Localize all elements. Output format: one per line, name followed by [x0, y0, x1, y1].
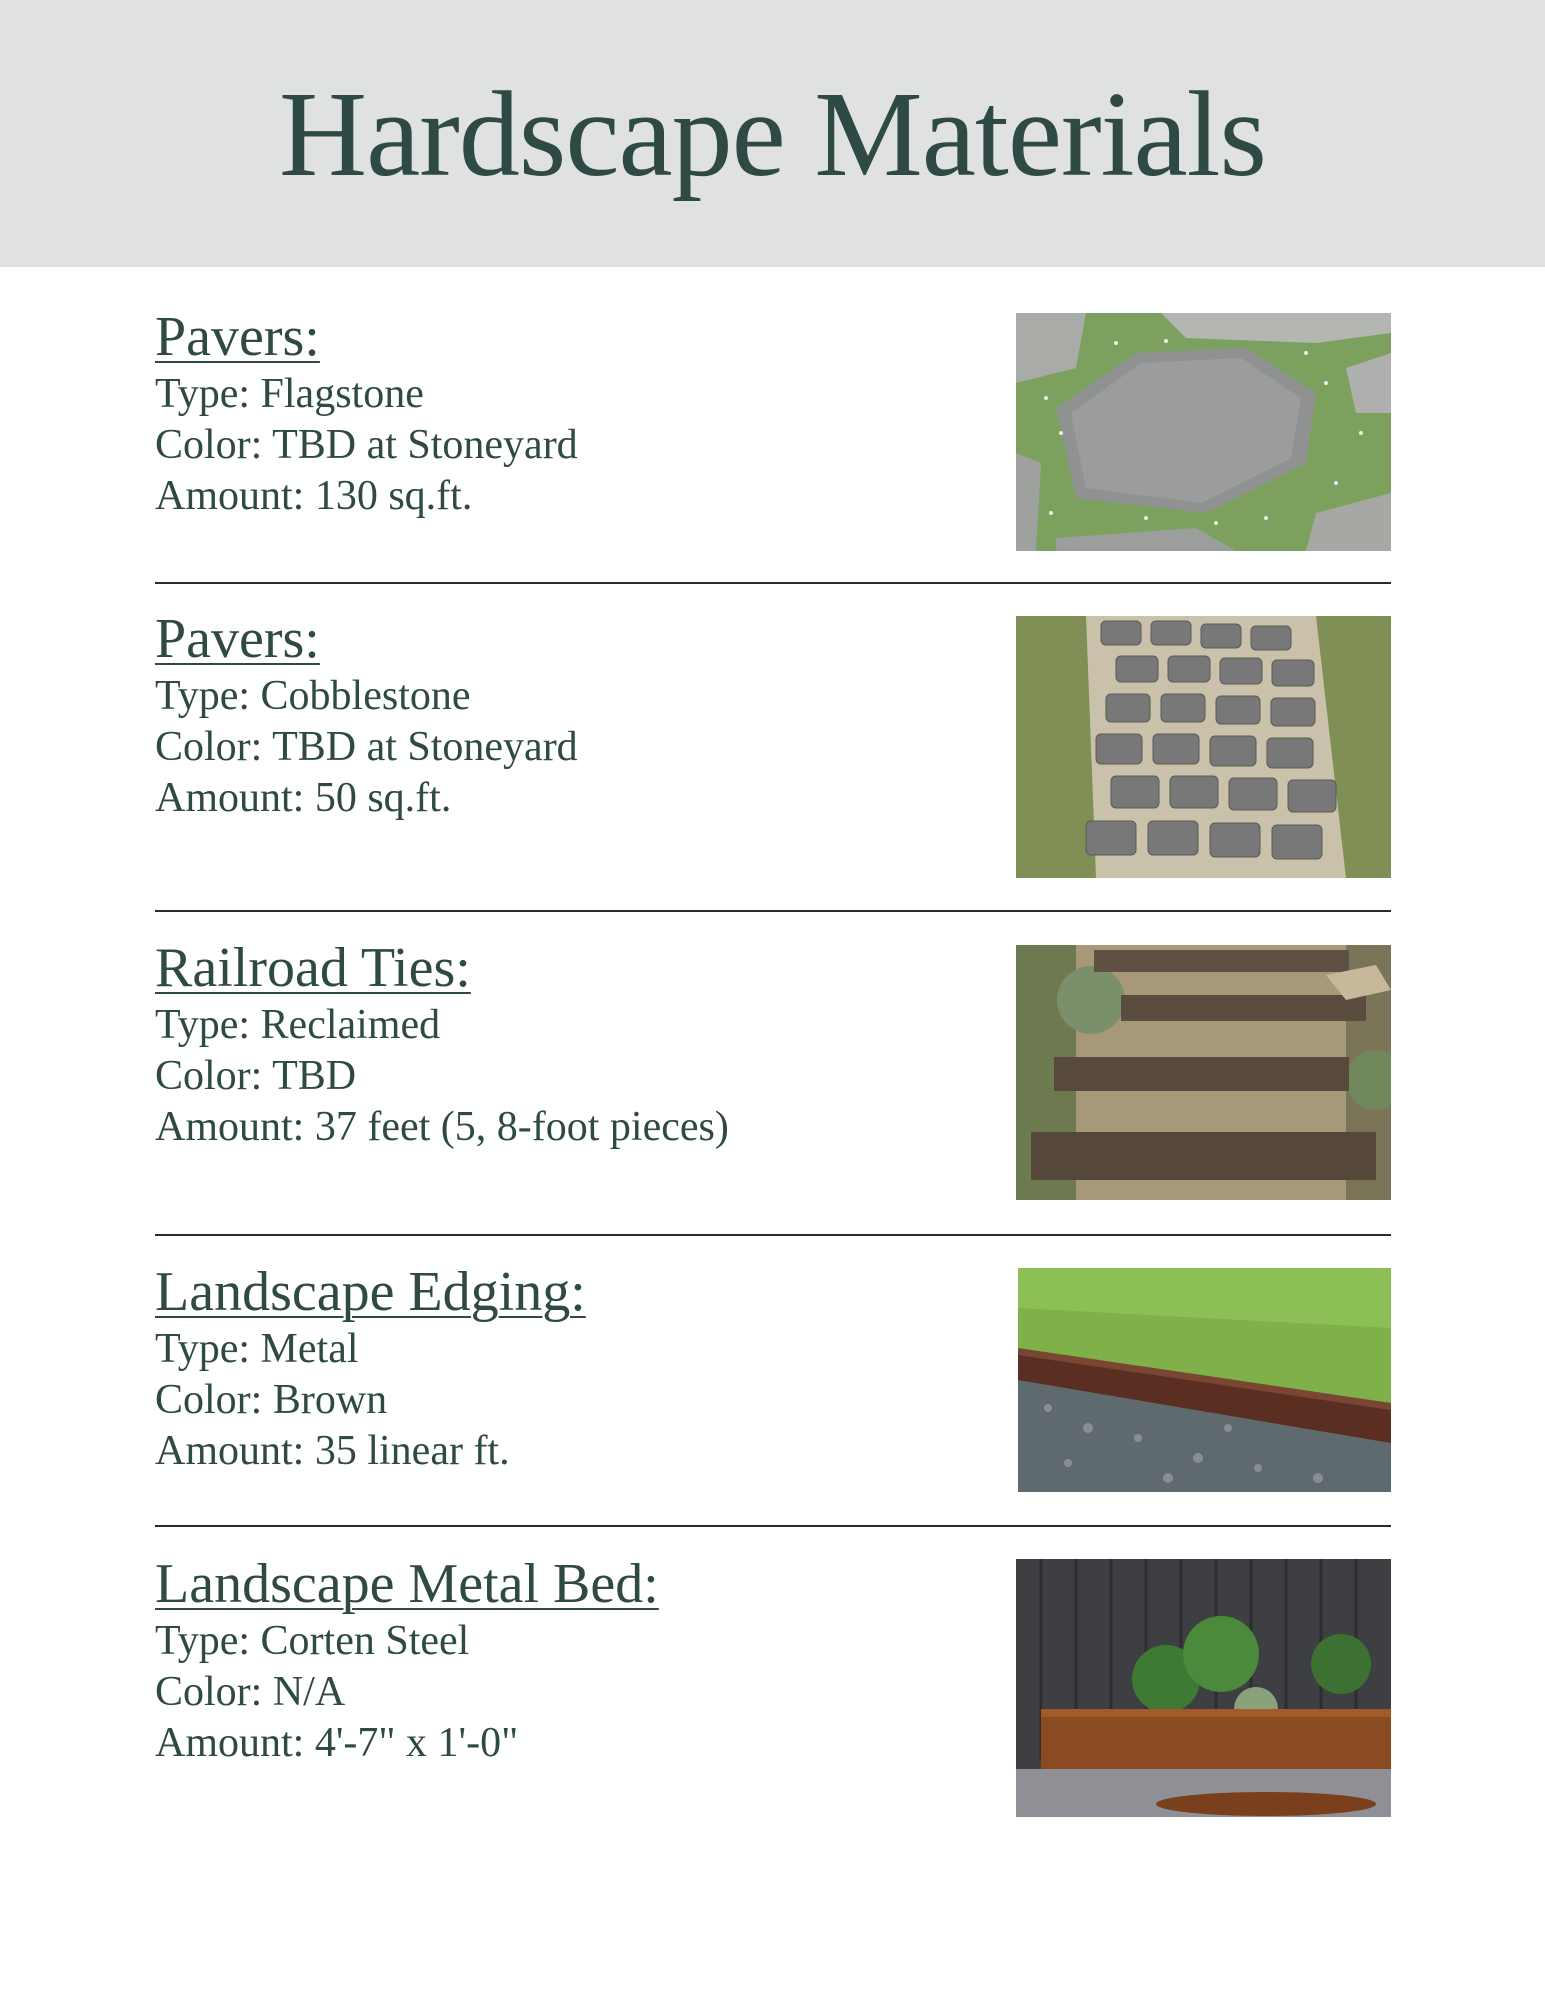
page-header: [0, 0, 1545, 267]
material-amount: Amount: 4'-7" x 1'-0": [155, 1720, 519, 1766]
material-heading: Landscape Metal Bed:: [155, 1553, 659, 1615]
material-color: Color: N/A: [155, 1669, 346, 1715]
material-type: Type: Corten Steel: [155, 1618, 470, 1664]
section-divider: [155, 1234, 1391, 1236]
page-title: Hardscape Materials: [278, 67, 1267, 202]
material-type: Type: Cobblestone: [155, 673, 471, 719]
material-heading: Railroad Ties:: [155, 937, 471, 999]
section-divider: [155, 1525, 1391, 1527]
material-color: Color: Brown: [155, 1377, 388, 1423]
material-heading: Landscape Edging:: [155, 1261, 586, 1323]
section-divider: [155, 582, 1391, 584]
material-amount: Amount: 35 linear ft.: [155, 1428, 510, 1474]
railroad-tie-steps-photo: [1016, 945, 1391, 1200]
material-heading: Pavers:: [155, 608, 320, 670]
section-divider: [155, 910, 1391, 912]
material-heading: Pavers:: [155, 306, 320, 368]
cobblestone-paver-photo: [1016, 616, 1391, 878]
material-amount: Amount: 130 sq.ft.: [155, 473, 473, 519]
material-amount: Amount: 37 feet (5, 8-foot pieces): [155, 1104, 729, 1150]
material-color: Color: TBD at Stoneyard: [155, 724, 578, 770]
material-color: Color: TBD: [155, 1053, 357, 1099]
metal-edging-photo: [1018, 1268, 1391, 1492]
material-amount: Amount: 50 sq.ft.: [155, 775, 452, 821]
material-type: Type: Reclaimed: [155, 1002, 441, 1048]
material-type: Type: Flagstone: [155, 371, 424, 417]
material-type: Type: Metal: [155, 1326, 359, 1372]
flagstone-paver-photo: [1016, 313, 1391, 551]
material-color: Color: TBD at Stoneyard: [155, 422, 578, 468]
corten-steel-bed-photo: [1016, 1559, 1391, 1817]
